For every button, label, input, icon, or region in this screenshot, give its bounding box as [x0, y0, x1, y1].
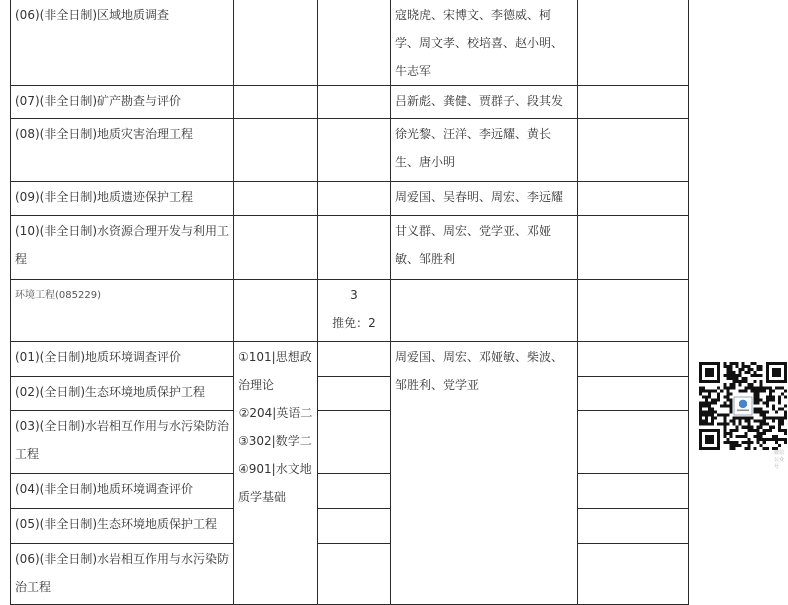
exam-cell [234, 119, 318, 182]
table-row [11, 411, 689, 474]
major-row [11, 280, 689, 342]
major-name: 环境工程(085229) [11, 280, 234, 342]
table-row [11, 509, 689, 544]
direction-name: (10)(非全日制)水资源合理开发与利用工程 [11, 216, 234, 280]
table-row [11, 544, 689, 605]
remarks-cell [578, 474, 689, 509]
exam-cell [234, 0, 318, 86]
supervisors-cell: 周爱国、周宏、邓娅敏、柴波、邹胜利、党学亚 [391, 342, 578, 605]
exam-cell [234, 280, 318, 342]
exam-cell [234, 216, 318, 280]
direction-name: (06)(非全日制)区域地质调查 [11, 0, 234, 86]
exam-cell [234, 86, 318, 119]
count-cell [318, 0, 391, 86]
direction-name: (06)(非全日制)水岩相互作用与水污染防治工程 [11, 544, 234, 605]
exam-line: ②204|英语二 [238, 406, 313, 420]
remarks-cell [578, 280, 689, 342]
table-row [11, 377, 689, 411]
direction-name: (02)(全日制)生态环境地质保护工程 [11, 377, 234, 411]
table-row [11, 342, 689, 377]
table-row [11, 182, 689, 216]
table-row [11, 474, 689, 509]
remarks-cell [578, 86, 689, 119]
table-row [11, 119, 689, 182]
exam-line: ①101|思想政治理论 [238, 350, 312, 392]
table-row [11, 216, 689, 280]
remarks-cell [578, 544, 689, 605]
enrollment-count: 3 [350, 288, 358, 302]
remarks-cell [578, 509, 689, 544]
supervisors-cell [391, 280, 578, 342]
program-table [10, 0, 689, 605]
count-cell [318, 411, 391, 474]
supervisors-cell: 吕新彪、龚健、贾群子、段其发 [391, 86, 578, 119]
remarks-cell [578, 0, 689, 86]
count-cell [318, 216, 391, 280]
supervisors-cell: 寇晓虎、宋博文、李德威、柯学、周文孝、校培喜、赵小明、牛志军 [391, 0, 578, 86]
remarks-cell [578, 411, 689, 474]
count-cell [318, 342, 391, 377]
count-cell [318, 119, 391, 182]
exam-cell [234, 182, 318, 216]
direction-name: (04)(非全日制)地质环境调查评价 [11, 474, 234, 509]
table-row [11, 0, 689, 86]
supervisors-cell: 徐光黎、汪洋、李远耀、黄长生、唐小明 [391, 119, 578, 182]
direction-name: (07)(非全日制)矿产勘查与评价 [11, 86, 234, 119]
exam-subjects-cell [234, 342, 318, 605]
table-row [11, 86, 689, 119]
enrollment-cell [318, 280, 391, 342]
count-cell [318, 509, 391, 544]
remarks-cell [578, 377, 689, 411]
qr-code-icon [699, 362, 787, 450]
direction-name: (01)(全日制)地质环境调查评价 [11, 342, 234, 377]
count-cell [318, 544, 391, 605]
remarks-cell [578, 342, 689, 377]
supervisors-cell: 甘义群、周宏、党学亚、邓娅敏、邹胜利 [391, 216, 578, 280]
direction-name: (08)(非全日制)地质灾害治理工程 [11, 119, 234, 182]
count-cell [318, 474, 391, 509]
remarks-cell [578, 182, 689, 216]
supervisors-cell: 周爱国、吴春明、周宏、李远耀 [391, 182, 578, 216]
remarks-cell [578, 119, 689, 182]
remarks-cell [578, 216, 689, 280]
exempt-count: 推免：2 [332, 316, 376, 330]
count-cell [318, 182, 391, 216]
count-cell [318, 377, 391, 411]
count-cell [318, 86, 391, 119]
direction-name: (09)(非全日制)地质遗迹保护工程 [11, 182, 234, 216]
direction-name: (03)(全日制)水岩相互作用与水污染防治工程 [11, 411, 234, 474]
qr-caption: 微信公众号 [774, 450, 785, 470]
exam-line: ③302|数学二④901|水文地质学基础 [238, 434, 312, 504]
direction-name: (05)(非全日制)生态环境地质保护工程 [11, 509, 234, 544]
